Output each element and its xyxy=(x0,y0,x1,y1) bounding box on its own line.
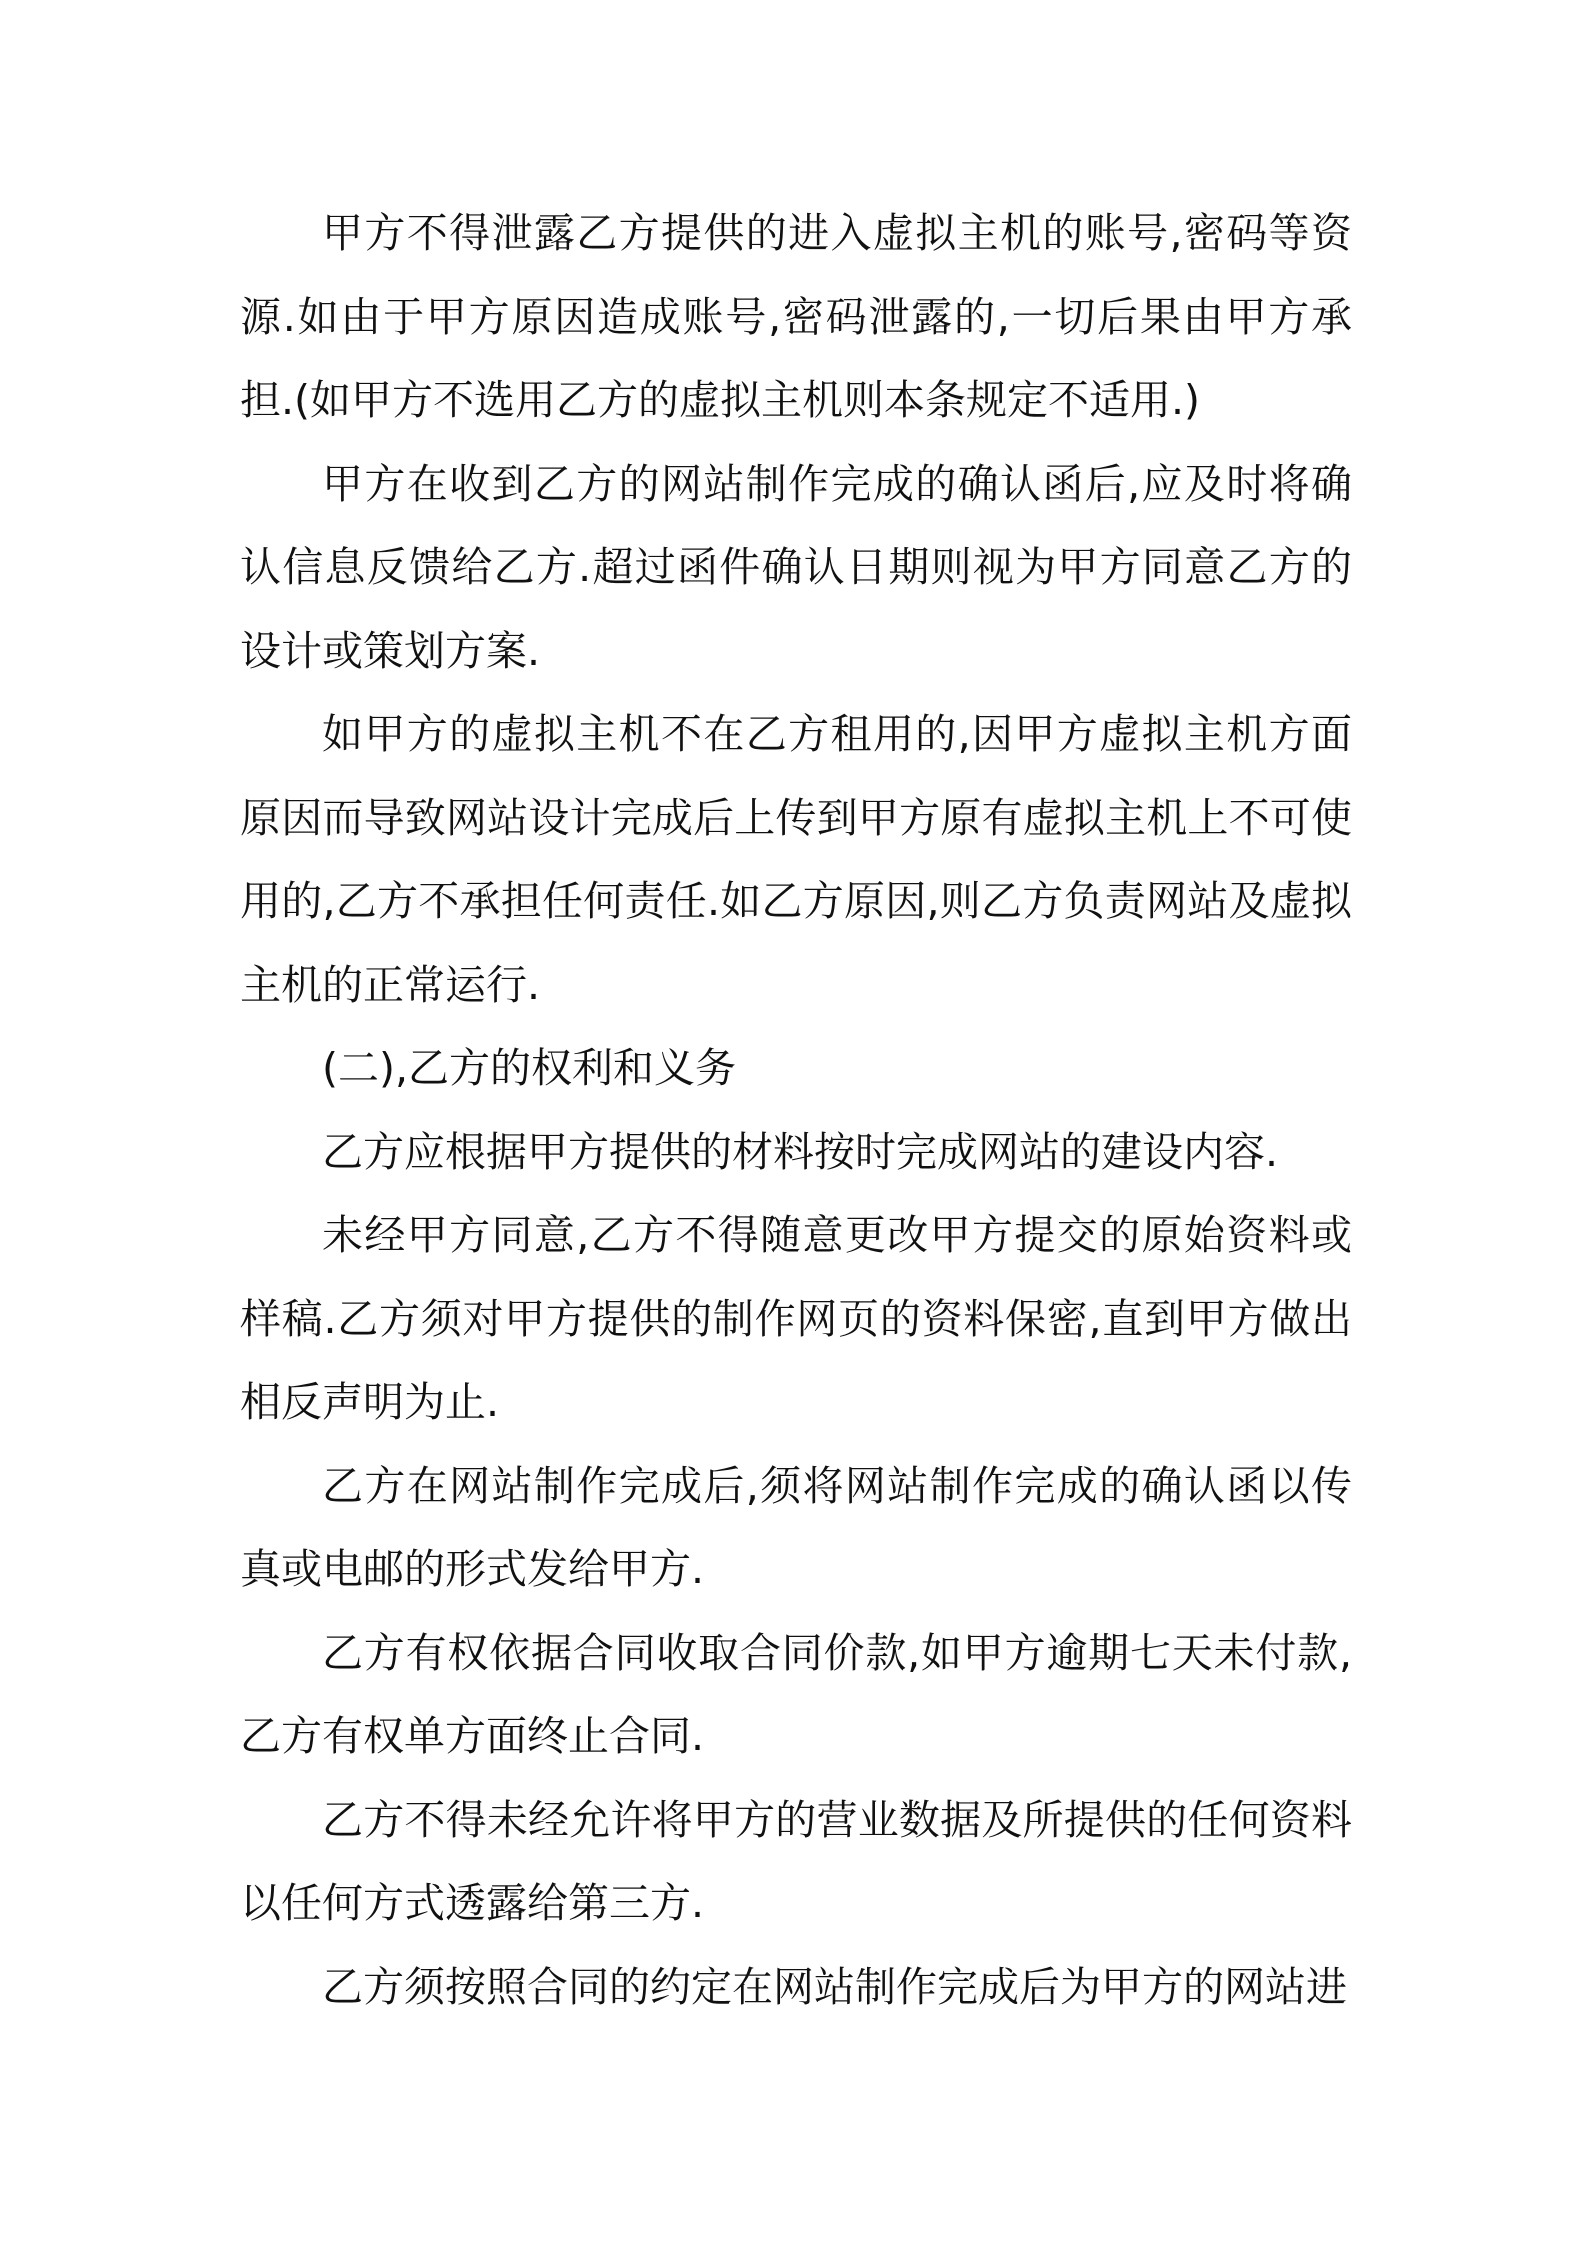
paragraph-no-unauthorized-changes: 未经甲方同意,乙方不得随意更改甲方提交的原始资料或样稿.乙方须对甲方提供的制作网页的资料保密,直到甲方做出相反声明为止. xyxy=(240,1211,1352,1426)
paragraph-send-confirmation: 乙方在网站制作完成后,须将网站制作完成的确认函以传真或电邮的形式发给甲方. xyxy=(240,1461,1352,1593)
document-body xyxy=(240,192,1352,2029)
paragraph-confirmation-feedback: 甲方在收到乙方的网站制作完成的确认函后,应及时将确认信息反馈给乙方.超过函件确认日期则视为甲方同意乙方的设计或策划方案. xyxy=(240,459,1352,675)
paragraph-data-confidentiality: 乙方不得未经允许将甲方的营业数据及所提供的任何资料以任何方式透露给第三方. xyxy=(240,1795,1352,1927)
paragraph-virtual-host-liability: 如甲方的虚拟主机不在乙方租用的,因甲方虚拟主机方面原因而导致网站设计完成后上传到甲方原有虚拟主机上不可使用的,乙方不承担任何责任.如乙方原因,则乙方负责网站及虚拟主机的正常运行. xyxy=(240,710,1352,1009)
paragraph-account-confidentiality: 甲方不得泄露乙方提供的进入虚拟主机的账号,密码等资源.如由于甲方原因造成账号,密码泄露的,一切后果由甲方承担.(如甲方不选用乙方的虚拟主机则本条规定不适用.) xyxy=(240,209,1352,424)
paragraph-payment-rights: 乙方有权依据合同收取合同价款,如甲方逾期七天未付款,乙方有权单方面终止合同. xyxy=(240,1628,1352,1760)
paragraph-build-on-time: 乙方应根据甲方提供的材料按时完成网站的建设内容. xyxy=(322,1127,1279,1176)
section-heading-party-b-rights: (二),乙方的权利和义务 xyxy=(322,1044,737,1092)
paragraph-post-completion: 乙方须按照合同的约定在网站制作完成后为甲方的网站进 xyxy=(322,1962,1347,2011)
